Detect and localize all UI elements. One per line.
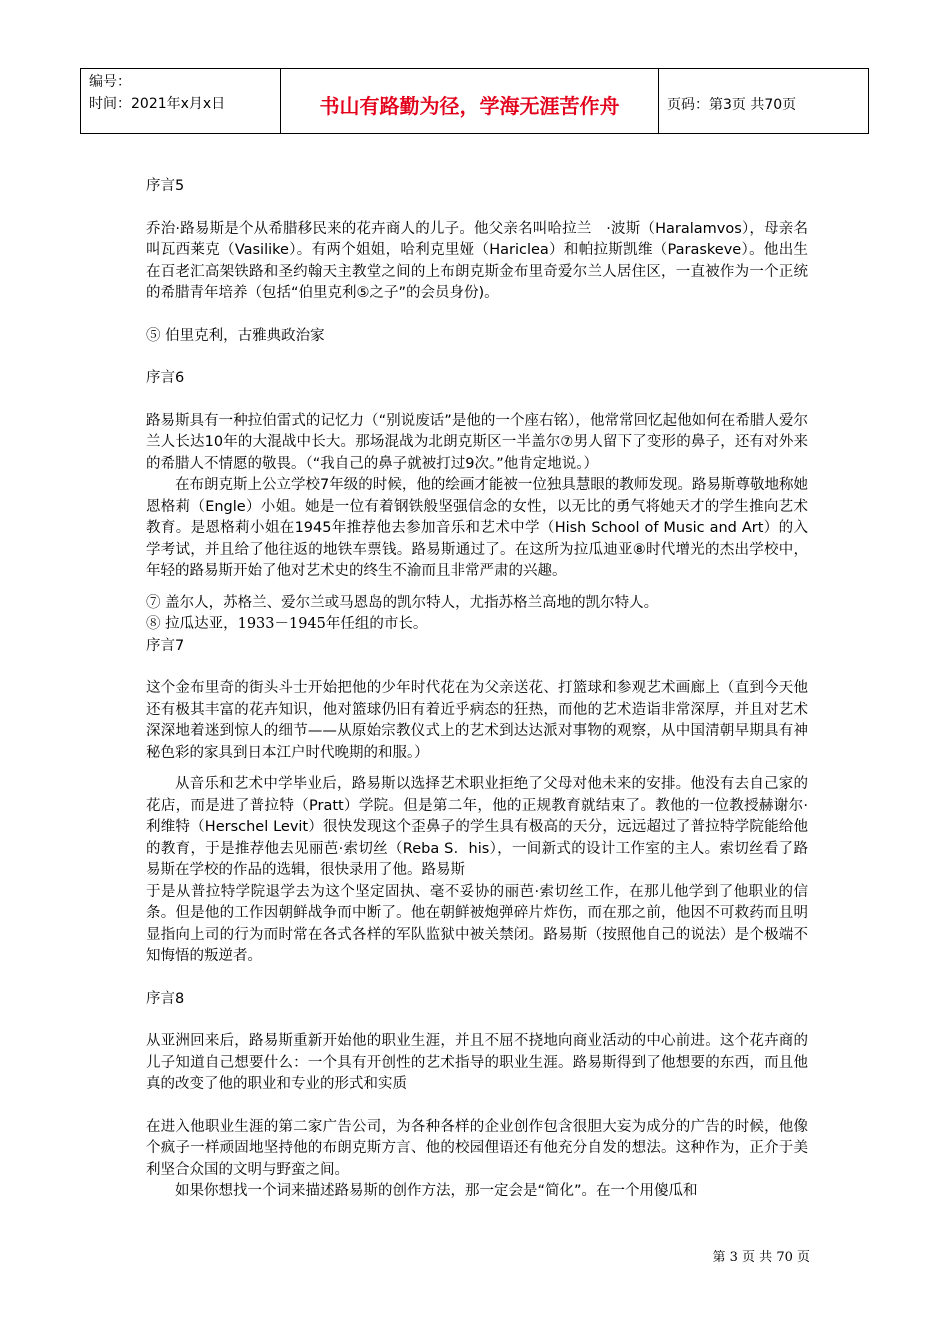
page-header [80, 68, 869, 134]
section-heading: 序言7 [146, 637, 185, 654]
paragraph: 于是从普拉特学院退学去为这个坚定固执、毫不妥协的丽芭·索切丝工作，在那儿他学到了他职业的信条。但是他的工作因朝鲜战争而中断了。他在朝鲜被炮弹碎片炸伤，而在那之前，他因不可救药而且明显指向上司的行为而时常在各式各样的军队监狱中被关禁闭。路易斯（按照他自己的说法）是个极端不知悔悟的叛逆者。 [146, 883, 808, 964]
document-number-label: 编号： [89, 74, 131, 90]
paragraph: 路易斯具有一种拉伯雷式的记忆力（“别说废话”是他的一个座右铭），他常常回忆起他如何在希腊人爱尔兰人长达10年的大混战中长大。那场混战为北朗克斯区一半盖尔⑦男人留下了变形的鼻子，还有对外来的希腊人不情愿的敬畏。（“我自己的鼻子就被打过9次。”他肯定地说。） [146, 412, 808, 472]
section-heading: 序言8 [146, 990, 185, 1007]
header-motto: 书山有路勤为径，学海无涯苦作舟 [281, 69, 659, 133]
section-heading: 序言6 [146, 370, 185, 386]
paragraph: 在布朗克斯上公立学校7年级的时候，他的绘画才能被一位独具慧眼的教师发现。路易斯尊敬地称她恩格莉（Engle）小姐。她是一位有着钢铁般坚强信念的女性，以无比的勇气将她天才的学生推向艺术教育。是恩格莉小姐在1945年推荐他去参加音乐和艺术中学（Hish School of Music and Art）的入学考试，并且给了他往返的地铁车票钱。路易斯通过了。在这所为拉瓜迪亚⑧时代增光的杰出学校中，年轻的路易斯开始了他对艺术史的终生不渝而且非常严肃的兴趣。 [146, 477, 808, 579]
footnote: ⑦ 盖尔人，苏格兰、爱尔兰或马恩岛的凯尔特人，尤指苏格兰高地的凯尔特人。 [146, 594, 659, 611]
document-body [146, 176, 808, 1203]
paragraph: 从亚洲回来后，路易斯重新开始他的职业生涯，并且不屈不挠地向商业活动的中心前进。这个花卉商的儿子知道自己想要什么：一个具有开创性的艺术指导的职业生涯。路易斯得到了他想要的东西，而且他真的改变了他的职业和专业的形式和实质 [146, 1033, 808, 1092]
paragraph: 从音乐和艺术中学毕业后，路易斯以选择艺术职业拒绝了父母对他未来的安排。他没有去自己家的花店，而是进了普拉特（Pratt）学院。但是第二年，他的正规教育就结束了。教他的一位教授赫谢尔·利维特（Herschel Levit）很快发现这个歪鼻子的学生具有极高的天分，远远超过了普拉特学院能给他的教育，于是推荐他去见丽芭·索切丝（Reba S．his），一间新式的设计工作室的主人。索切丝看了路易斯在学校的作品的选辑，很快录用了他。路易斯 [146, 776, 808, 878]
paragraph: 如果你想找一个词来描述路易斯的创作方法，那一定会是“简化”。在一个用傻瓜和 [175, 1183, 698, 1199]
page-footer: 第 3 页 共 70 页 [712, 1250, 810, 1265]
footnote: ⑧ 拉瓜达亚，1933－1945年任组的市长。 [146, 616, 428, 632]
section-heading: 序言5 [146, 178, 185, 194]
paragraph: 这个金布里奇的街头斗士开始把他的少年时代花在为父亲送花、打篮球和参观艺术画廊上（直到今天他还有极其丰富的花卉知识，他对篮球仍旧有着近乎病态的狂热，而他的艺术造诣非常深厚，并且对艺术深深地着迷到惊人的细节——从原始宗教仪式上的艺术到达达派对事物的观察，从中国清朝早期具有神秘色彩的家具到日本江户时代晚期的和服。） [146, 680, 808, 761]
header-page-info: 页码：第3页 共70页 [667, 97, 797, 113]
paragraph: 在进入他职业生涯的第二家广告公司，为各种各样的企业创作包含很胆大妄为成分的广告的时候，他像个疯子一样顽固地坚持他的布朗克斯方言、他的校园俚语还有他充分自发的想法。这种作为，正介于美利坚合众国的文明与野蛮之间。 [146, 1118, 808, 1178]
header-meta [81, 69, 281, 133]
document-date-label: 时间：2021年x月x日 [89, 96, 226, 112]
paragraph: 乔治·路易斯是个从希腊移民来的花卉商人的儿子。他父亲名叫哈拉兰 ·波斯（Haralamvos），母亲名叫瓦西莱克（Vasilike）。有两个姐姐，哈利克里娅（Hariclea）和帕拉斯凯维（Paraskeve）。他出生在百老汇高架铁路和圣约翰天主教堂之间的上布朗克斯金布里奇爱尔兰人居住区，一直被作为一个正统的希腊青年培养（包括“伯里克利⑤之子”的会员身份)。 [146, 220, 808, 301]
footnote: ⑤ 伯里克利，古雅典政治家 [146, 327, 325, 344]
